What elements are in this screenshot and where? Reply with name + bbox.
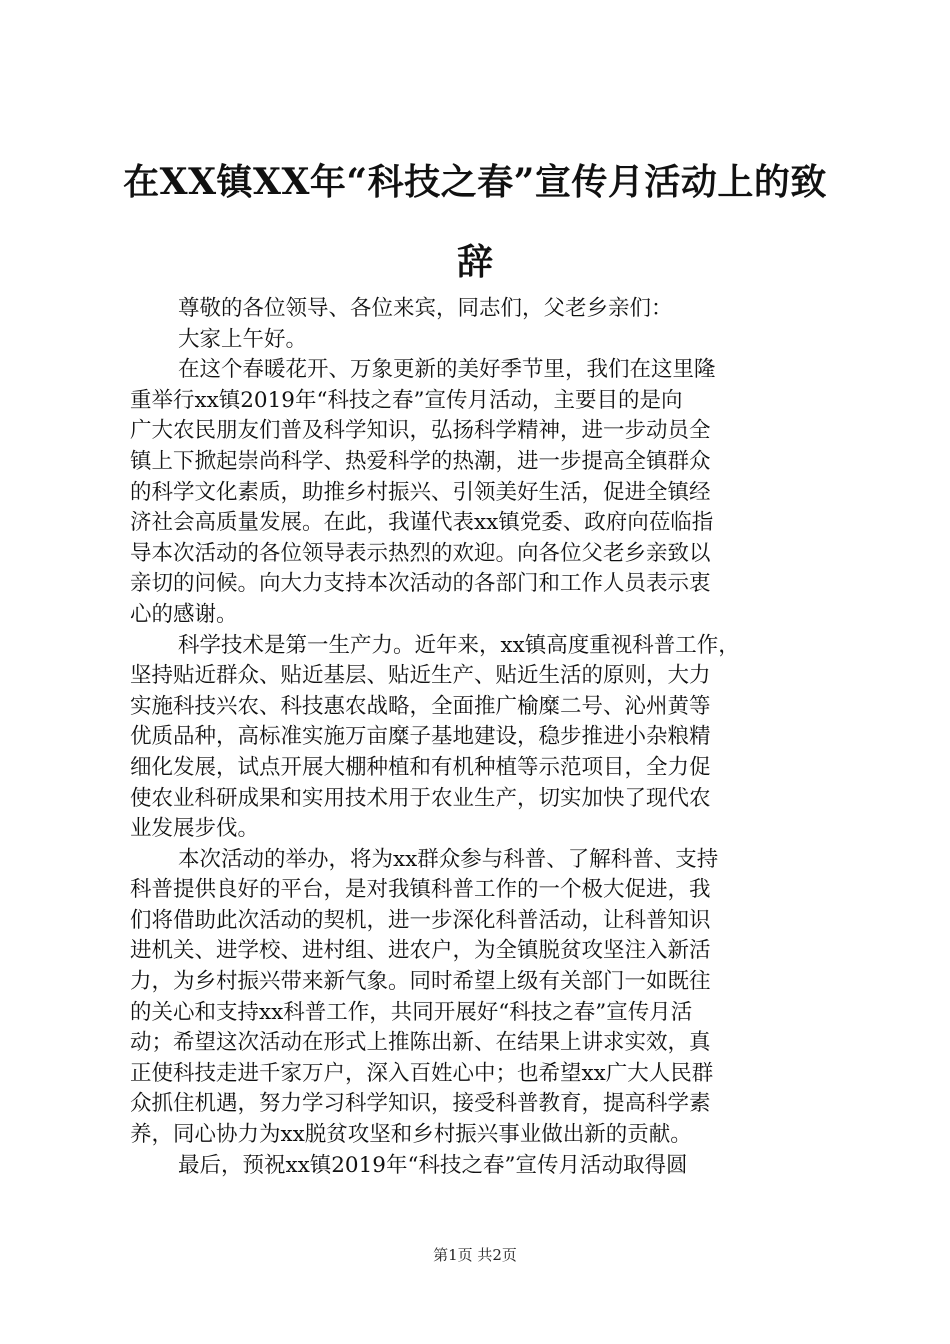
body-line: 镇上下掀起崇尚科学、热爱科学的热潮，进一步提高全镇群众 <box>130 448 711 474</box>
body-line: 济社会高质量发展。在此，我谨代表xx镇党委、政府向莅临指 <box>130 510 714 536</box>
body-line: 动；希望这次活动在形式上推陈出新、在结果上讲求实效，真 <box>130 1030 711 1056</box>
body-line: 重举行xx镇2019年“科技之春”宣传月活动，主要目的是向 <box>130 387 683 413</box>
body-line: 科普提供良好的平台，是对我镇科普工作的一个极大促进，我 <box>130 877 711 903</box>
body-line: 优质品种，高标准实施万亩糜子基地建设，稳步推进小杂粮精 <box>130 724 711 750</box>
body-line: 正使科技走进千家万户，深入百姓心中；也希望xx广大人民群 <box>130 1060 714 1086</box>
body-line: 坚持贴近群众、贴近基层、贴近生产、贴近生活的原则，大力 <box>130 663 711 689</box>
body-line: 本次活动的举办，将为xx群众参与科普、了解科普、支持 <box>178 846 719 872</box>
body-line: 科学技术是第一生产力。近年来，xx镇高度重视科普工作， <box>178 632 740 658</box>
page-footer: 第1页 共2页 <box>433 1246 517 1264</box>
body-line: 们将借助此次活动的契机，进一步深化科普活动，让科普知识 <box>130 907 711 933</box>
body-line: 大家上午好。 <box>178 326 308 352</box>
body-line: 的关心和支持xx科普工作，共同开展好“科技之春”宣传月活 <box>130 999 693 1025</box>
document-title-line-1: 在XX镇XX年“科技之春”宣传月活动上的致 <box>123 161 827 203</box>
body-line: 进机关、进学校、进村组、进农户，为全镇脱贫攻坚注入新活 <box>130 938 711 964</box>
body-line: 使农业科研成果和实用技术用于农业生产，切实加快了现代农 <box>130 785 711 811</box>
body-line: 实施科技兴农、科技惠农战略，全面推广榆糜二号、沁州黄等 <box>130 693 711 719</box>
document-body <box>130 294 830 1181</box>
body-line: 的科学文化素质，助推乡村振兴、引领美好生活，促进全镇经 <box>130 479 711 505</box>
body-line: 在这个春暖花开、万象更新的美好季节里，我们在这里隆 <box>178 357 716 383</box>
body-line: 最后，预祝xx镇2019年“科技之春”宣传月活动取得圆 <box>178 1152 688 1178</box>
body-line: 众抓住机遇，努力学习科学知识，接受科普教育，提高科学素 <box>130 1091 711 1117</box>
document-title-line-2: 辞 <box>456 241 493 283</box>
body-line: 心的感谢。 <box>130 601 238 627</box>
body-line: 细化发展，试点开展大棚种植和有机种植等示范项目，全力促 <box>130 754 711 780</box>
body-line: 尊敬的各位领导、各位来宾，同志们，父老乡亲们： <box>178 296 673 321</box>
body-line: 养，同心协力为xx脱贫攻坚和乡村振兴事业做出新的贡献。 <box>130 1122 692 1148</box>
body-line: 广大农民朋友们普及科学知识，弘扬科学精神，进一步动员全 <box>130 418 711 444</box>
body-line: 力，为乡村振兴带来新气象。同时希望上级有关部门一如既往 <box>130 969 711 995</box>
body-line: 导本次活动的各位领导表示热烈的欢迎。向各位父老乡亲致以 <box>130 540 711 566</box>
body-line: 业发展步伐。 <box>130 816 260 842</box>
body-line: 亲切的问候。向大力支持本次活动的各部门和工作人员表示衷 <box>130 571 711 597</box>
